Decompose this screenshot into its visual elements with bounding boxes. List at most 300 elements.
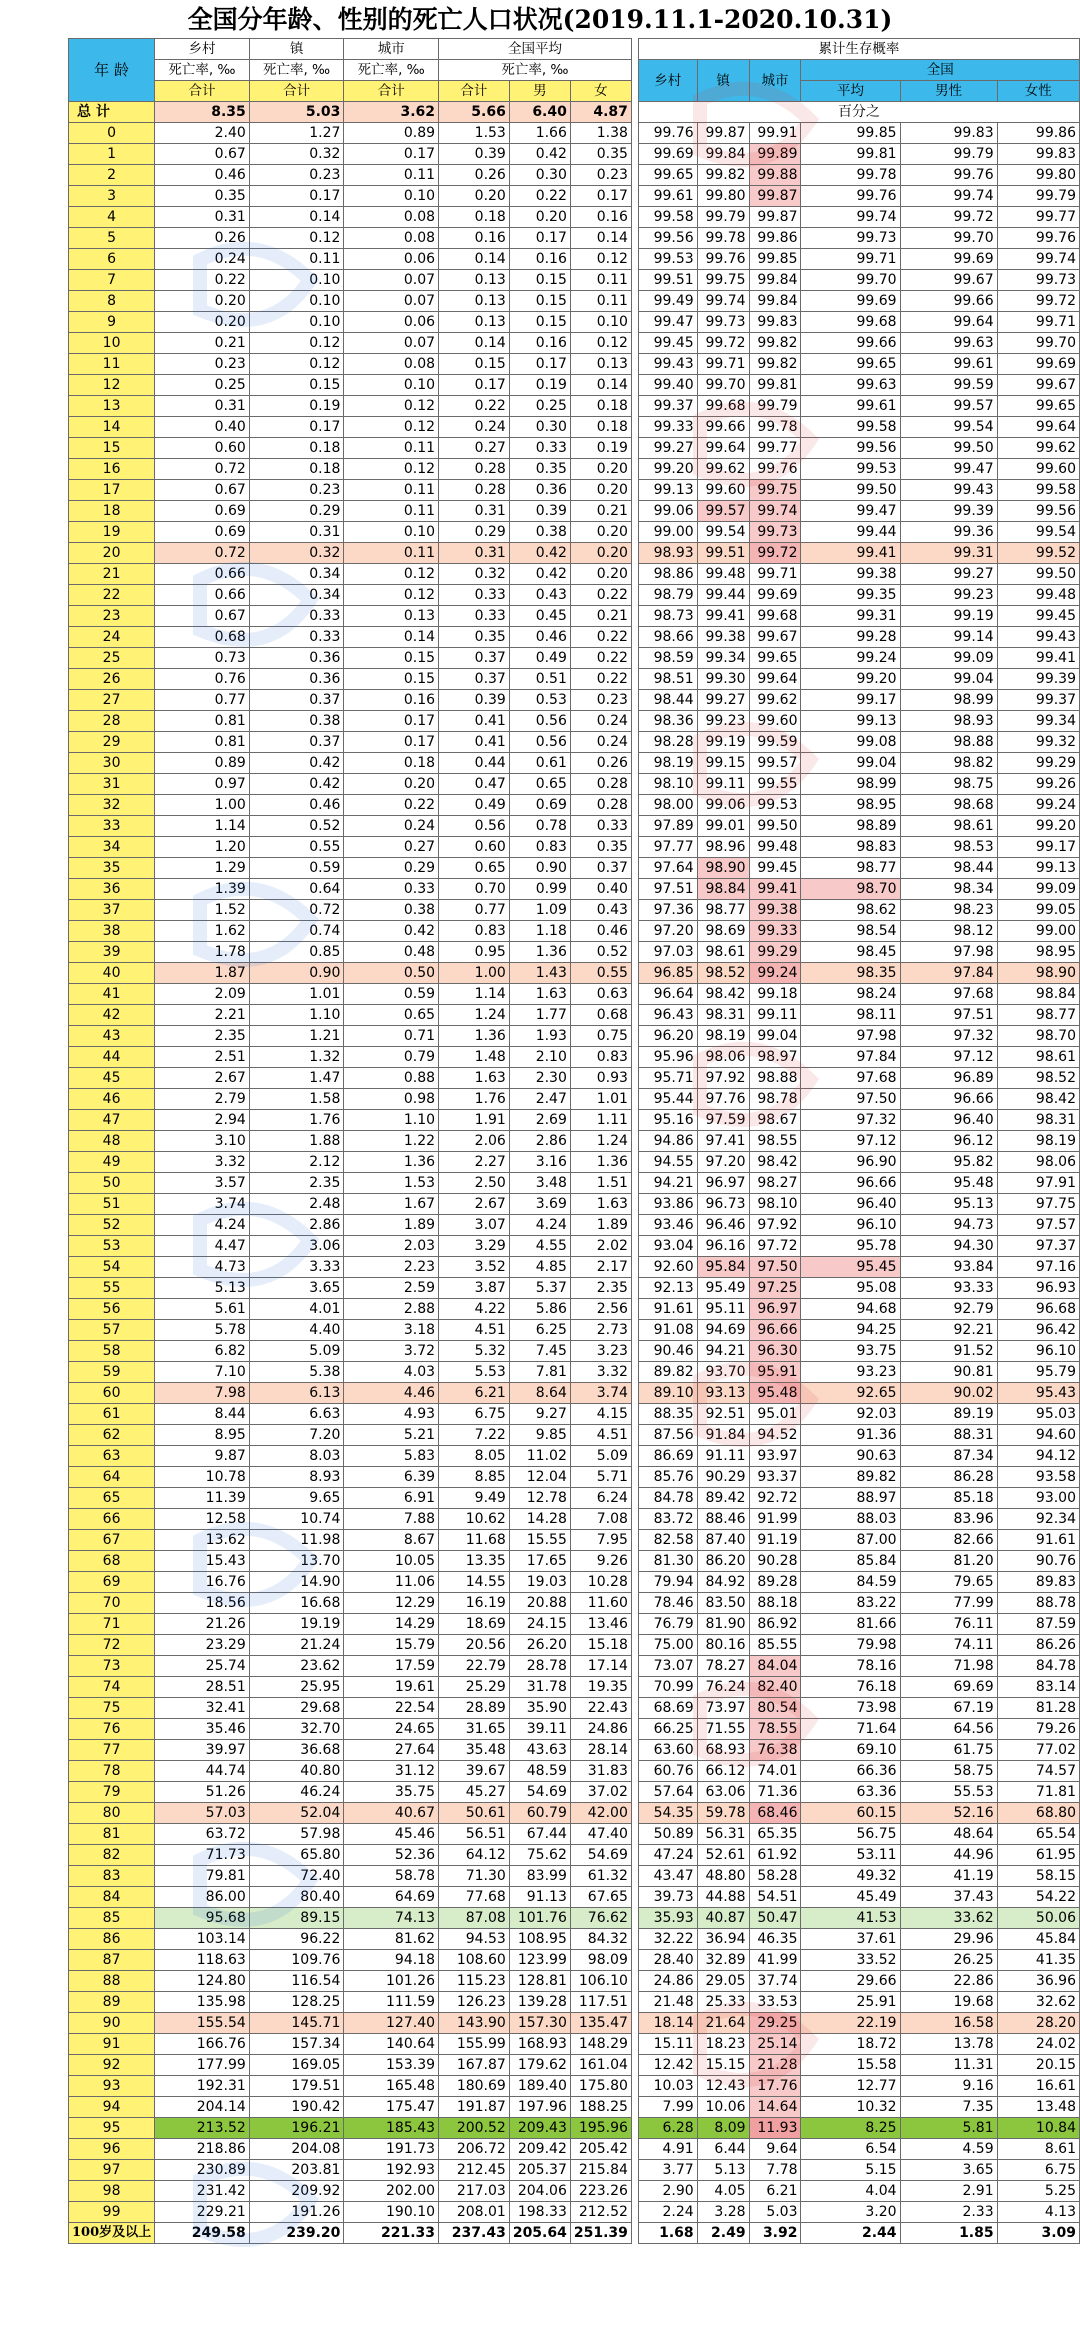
table-row xyxy=(69,1635,1080,1656)
survival-cell: 99.57 xyxy=(749,753,801,774)
survival-cell: 98.99 xyxy=(900,690,997,711)
death-rate-cell: 3.72 xyxy=(344,1341,439,1362)
death-rate-cell: 0.39 xyxy=(509,501,570,522)
age-cell: 96 xyxy=(69,2139,155,2160)
table-row xyxy=(69,837,1080,858)
survival-cell: 78.55 xyxy=(749,1719,801,1740)
survival-cell: 83.96 xyxy=(900,1509,997,1530)
survival-cell: 99.04 xyxy=(749,1026,801,1047)
death-rate-cell: 6.39 xyxy=(344,1467,439,1488)
survival-cell: 99.88 xyxy=(749,165,801,186)
survival-cell: 98.88 xyxy=(900,732,997,753)
table-row xyxy=(69,1887,1080,1908)
survival-cell: 68.93 xyxy=(697,1740,749,1761)
death-rate-cell: 91.13 xyxy=(509,1887,570,1908)
death-rate-cell: 0.13 xyxy=(439,291,510,312)
survival-cell: 99.68 xyxy=(801,312,900,333)
death-rate-cell: 45.46 xyxy=(344,1824,439,1845)
survival-cell: 98.51 xyxy=(638,669,697,690)
death-rate-cell: 0.16 xyxy=(439,228,510,249)
death-rate-cell: 0.39 xyxy=(439,690,510,711)
survival-cell: 68.69 xyxy=(638,1698,697,1719)
age-cell: 14 xyxy=(69,417,155,438)
header-rural: 乡村 xyxy=(155,39,250,60)
death-rate-cell: 0.63 xyxy=(570,984,631,1005)
table-row xyxy=(69,942,1080,963)
survival-cell: 41.35 xyxy=(997,1950,1079,1971)
survival-cell: 6.44 xyxy=(697,2139,749,2160)
survival-cell: 99.77 xyxy=(749,438,801,459)
table-row xyxy=(69,732,1080,753)
table-row xyxy=(69,354,1080,375)
death-rate-cell: 9.26 xyxy=(570,1551,631,1572)
age-cell: 2 xyxy=(69,165,155,186)
survival-cell: 4.91 xyxy=(638,2139,697,2160)
death-rate-cell: 0.19 xyxy=(509,375,570,396)
survival-cell: 74.01 xyxy=(749,1761,801,1782)
survival-cell: 68.80 xyxy=(997,1803,1079,1824)
survival-cell: 32.62 xyxy=(997,1992,1079,2013)
survival-cell: 93.70 xyxy=(697,1362,749,1383)
death-rate-cell: 3.07 xyxy=(439,1215,510,1236)
header-surv-avg: 平均 xyxy=(801,81,900,102)
death-rate-cell: 4.24 xyxy=(155,1215,250,1236)
death-rate-cell: 0.10 xyxy=(344,375,439,396)
death-rate-cell: 76.62 xyxy=(570,1908,631,1929)
survival-cell: 13.78 xyxy=(900,2034,997,2055)
survival-cell: 99.19 xyxy=(697,732,749,753)
death-rate-cell: 8.64 xyxy=(509,1383,570,1404)
death-rate-cell: 0.56 xyxy=(509,711,570,732)
table-row xyxy=(69,1152,1080,1173)
survival-cell: 98.70 xyxy=(997,1026,1079,1047)
survival-cell: 3.65 xyxy=(900,2160,997,2181)
header-surv-national: 全国 xyxy=(801,60,1080,81)
survival-cell: 99.60 xyxy=(749,711,801,732)
death-rate-cell: 0.11 xyxy=(344,438,439,459)
survival-cell: 99.70 xyxy=(997,333,1079,354)
age-cell: 65 xyxy=(69,1488,155,1509)
survival-cell: 99.23 xyxy=(900,585,997,606)
survival-cell: 99.72 xyxy=(900,207,997,228)
death-rate-cell: 7.98 xyxy=(155,1383,250,1404)
survival-cell: 99.82 xyxy=(749,333,801,354)
survival-cell: 86.28 xyxy=(900,1467,997,1488)
survival-cell: 94.25 xyxy=(801,1320,900,1341)
death-rate-cell: 8.93 xyxy=(249,1467,344,1488)
death-rate-cell: 0.22 xyxy=(570,585,631,606)
death-rate-cell: 0.17 xyxy=(344,144,439,165)
death-rate-cell: 0.18 xyxy=(249,438,344,459)
survival-cell: 99.61 xyxy=(638,186,697,207)
death-rate-cell: 1.36 xyxy=(439,1026,510,1047)
survival-cell: 12.42 xyxy=(638,2055,697,2076)
survival-cell: 92.21 xyxy=(900,1320,997,1341)
death-rate-cell: 5.61 xyxy=(155,1299,250,1320)
survival-cell: 99.65 xyxy=(749,648,801,669)
age-cell: 15 xyxy=(69,438,155,459)
death-rate-cell: 1.91 xyxy=(439,1110,510,1131)
survival-cell: 7.35 xyxy=(900,2097,997,2118)
survival-cell: 97.98 xyxy=(801,1026,900,1047)
death-rate-cell: 0.11 xyxy=(344,501,439,522)
death-rate-cell: 116.54 xyxy=(249,1971,344,1992)
death-rate-cell: 35.90 xyxy=(509,1698,570,1719)
death-rate-cell: 2.56 xyxy=(570,1299,631,1320)
death-rate-cell: 0.73 xyxy=(155,648,250,669)
death-rate-cell: 0.65 xyxy=(509,774,570,795)
survival-cell: 99.26 xyxy=(997,774,1079,795)
age-cell: 24 xyxy=(69,627,155,648)
table-row xyxy=(69,585,1080,606)
survival-cell: 99.37 xyxy=(638,396,697,417)
age-cell: 62 xyxy=(69,1425,155,1446)
table-row xyxy=(69,1320,1080,1341)
survival-cell: 71.81 xyxy=(997,1782,1079,1803)
age-cell: 31 xyxy=(69,774,155,795)
age-cell: 36 xyxy=(69,879,155,900)
death-rate-cell: 52.04 xyxy=(249,1803,344,1824)
death-rate-cell: 0.79 xyxy=(344,1047,439,1068)
survival-cell: 61.75 xyxy=(900,1740,997,1761)
survival-cell: 96.40 xyxy=(900,1110,997,1131)
survival-cell: 99.87 xyxy=(697,123,749,144)
survival-cell: 93.97 xyxy=(749,1446,801,1467)
survival-cell: 63.60 xyxy=(638,1740,697,1761)
survival-cell: 85.76 xyxy=(638,1467,697,1488)
death-rate-cell: 128.25 xyxy=(249,1992,344,2013)
death-rate-cell: 101.26 xyxy=(344,1971,439,1992)
survival-cell: 99.56 xyxy=(801,438,900,459)
death-rate-cell: 0.30 xyxy=(509,165,570,186)
survival-cell: 99.66 xyxy=(801,333,900,354)
death-rate-cell: 29.68 xyxy=(249,1698,344,1719)
survival-cell: 97.12 xyxy=(900,1047,997,1068)
survival-cell: 5.03 xyxy=(749,2202,801,2223)
death-rate-cell: 1.43 xyxy=(509,963,570,984)
death-rate-cell: 0.49 xyxy=(509,648,570,669)
death-rate-cell: 108.95 xyxy=(509,1929,570,1950)
death-rate-cell: 0.20 xyxy=(344,774,439,795)
survival-cell: 99.67 xyxy=(997,375,1079,396)
survival-cell: 99.50 xyxy=(801,480,900,501)
death-rate-cell: 6.63 xyxy=(249,1404,344,1425)
death-rate-cell: 0.35 xyxy=(570,837,631,858)
survival-cell: 99.01 xyxy=(697,816,749,837)
survival-cell: 99.68 xyxy=(749,606,801,627)
death-rate-cell: 161.04 xyxy=(570,2055,631,2076)
death-rate-cell: 0.10 xyxy=(249,270,344,291)
survival-cell: 99.70 xyxy=(900,228,997,249)
death-rate-cell: 0.14 xyxy=(249,207,344,228)
survival-cell: 93.23 xyxy=(801,1362,900,1383)
death-rate-cell: 0.35 xyxy=(155,186,250,207)
survival-cell: 10.03 xyxy=(638,2076,697,2097)
survival-cell: 96.10 xyxy=(801,1215,900,1236)
age-cell: 7 xyxy=(69,270,155,291)
death-rate-cell: 4.40 xyxy=(249,1320,344,1341)
survival-cell: 90.02 xyxy=(900,1383,997,1404)
survival-cell: 76.24 xyxy=(697,1677,749,1698)
survival-cell: 97.59 xyxy=(697,1110,749,1131)
death-rate-cell: 0.10 xyxy=(249,312,344,333)
death-rate-cell: 0.06 xyxy=(344,312,439,333)
survival-cell: 50.47 xyxy=(749,1908,801,1929)
death-rate-cell: 0.07 xyxy=(344,291,439,312)
table-row xyxy=(69,438,1080,459)
survival-cell: 4.59 xyxy=(900,2139,997,2160)
death-rate-cell: 0.93 xyxy=(570,1068,631,1089)
survival-cell: 99.13 xyxy=(997,858,1079,879)
survival-cell: 71.64 xyxy=(801,1719,900,1740)
survival-cell: 87.59 xyxy=(997,1614,1079,1635)
death-rate-cell: 165.48 xyxy=(344,2076,439,2097)
header-surv-female: 女性 xyxy=(997,81,1079,102)
death-rate-cell: 4.24 xyxy=(509,1215,570,1236)
survival-cell: 97.89 xyxy=(638,816,697,837)
survival-cell: 99.59 xyxy=(900,375,997,396)
survival-cell: 99.64 xyxy=(749,669,801,690)
death-rate-cell: 0.18 xyxy=(570,396,631,417)
survival-cell: 99.41 xyxy=(997,648,1079,669)
age-cell: 88 xyxy=(69,1971,155,1992)
death-rate-cell: 0.49 xyxy=(439,795,510,816)
death-rate-cell: 5.86 xyxy=(509,1299,570,1320)
survival-cell: 99.83 xyxy=(749,312,801,333)
survival-cell: 3.20 xyxy=(801,2202,900,2223)
survival-cell: 99.15 xyxy=(697,753,749,774)
death-rate-cell: 117.51 xyxy=(570,1992,631,2013)
death-rate-cell: 0.99 xyxy=(509,879,570,900)
survival-cell: 98.73 xyxy=(638,606,697,627)
table-row xyxy=(69,522,1080,543)
death-rate-cell: 11.68 xyxy=(439,1530,510,1551)
table-row xyxy=(69,1404,1080,1425)
death-rate-cell: 43.63 xyxy=(509,1740,570,1761)
survival-cell: 84.04 xyxy=(749,1656,801,1677)
survival-cell: 65.35 xyxy=(749,1824,801,1845)
death-rate-cell: 0.16 xyxy=(509,333,570,354)
survival-cell: 16.61 xyxy=(997,2076,1079,2097)
death-rate-cell: 0.83 xyxy=(509,837,570,858)
death-rate-cell: 0.33 xyxy=(249,606,344,627)
survival-cell: 3.28 xyxy=(697,2202,749,2223)
death-rate-cell: 5.38 xyxy=(249,1362,344,1383)
death-rate-cell: 12.58 xyxy=(155,1509,250,1530)
survival-cell: 89.42 xyxy=(697,1488,749,1509)
header-survival-title: 累计生存概率 xyxy=(638,39,1079,60)
survival-cell: 91.99 xyxy=(749,1509,801,1530)
survival-cell: 89.19 xyxy=(900,1404,997,1425)
death-rate-cell: 0.26 xyxy=(439,165,510,186)
survival-cell: 97.25 xyxy=(749,1278,801,1299)
death-rate-cell: 1.87 xyxy=(155,963,250,984)
survival-cell: 99.58 xyxy=(801,417,900,438)
survival-cell: 8.25 xyxy=(801,2118,900,2139)
survival-cell: 95.13 xyxy=(900,1194,997,1215)
survival-cell: 8.09 xyxy=(697,2118,749,2139)
table-row xyxy=(69,375,1080,396)
table-row xyxy=(69,1698,1080,1719)
death-rate-cell: 0.19 xyxy=(570,438,631,459)
death-rate-cell: 0.06 xyxy=(344,249,439,270)
age-cell: 19 xyxy=(69,522,155,543)
death-rate-cell: 231.42 xyxy=(155,2181,250,2202)
survival-cell: 80.16 xyxy=(697,1635,749,1656)
survival-cell: 48.64 xyxy=(900,1824,997,1845)
survival-cell: 94.60 xyxy=(997,1425,1079,1446)
survival-cell: 99.33 xyxy=(749,921,801,942)
death-rate-cell: 15.43 xyxy=(155,1551,250,1572)
survival-cell: 78.46 xyxy=(638,1593,697,1614)
death-rate-cell: 39.11 xyxy=(509,1719,570,1740)
death-rate-cell: 0.11 xyxy=(344,165,439,186)
death-rate-cell: 1.67 xyxy=(344,1194,439,1215)
survival-cell: 99.62 xyxy=(997,438,1079,459)
survival-cell: 39.73 xyxy=(638,1887,697,1908)
death-rate-cell: 0.34 xyxy=(249,564,344,585)
survival-cell: 32.89 xyxy=(697,1950,749,1971)
death-rate-cell: 155.54 xyxy=(155,2013,250,2034)
survival-cell: 99.11 xyxy=(749,1005,801,1026)
survival-cell: 98.11 xyxy=(801,1005,900,1026)
survival-cell: 98.82 xyxy=(900,753,997,774)
survival-cell: 61.92 xyxy=(749,1845,801,1866)
survival-cell: 85.55 xyxy=(749,1635,801,1656)
survival-cell: 92.03 xyxy=(801,1404,900,1425)
table-row xyxy=(69,1173,1080,1194)
death-rate-cell: 1.38 xyxy=(570,123,631,144)
death-rate-cell: 0.11 xyxy=(570,291,631,312)
death-rate-cell: 57.03 xyxy=(155,1803,250,1824)
death-rate-cell: 2.59 xyxy=(344,1278,439,1299)
death-rate-cell: 32.41 xyxy=(155,1698,250,1719)
survival-cell: 41.99 xyxy=(749,1950,801,1971)
survival-cell: 97.77 xyxy=(638,837,697,858)
death-rate-cell: 80.40 xyxy=(249,1887,344,1908)
table-row xyxy=(69,1845,1080,1866)
survival-cell: 99.47 xyxy=(638,312,697,333)
survival-cell: 92.79 xyxy=(900,1299,997,1320)
death-rate-cell: 2.35 xyxy=(155,1026,250,1047)
percent-unit: 百分之 xyxy=(638,102,1079,123)
death-rate-cell: 0.23 xyxy=(570,690,631,711)
death-rate-cell: 20.56 xyxy=(439,1635,510,1656)
header-age: 年 龄 xyxy=(69,39,155,102)
death-rate-cell: 179.62 xyxy=(509,2055,570,2076)
survival-cell: 4.13 xyxy=(997,2202,1079,2223)
death-rate-cell: 0.46 xyxy=(155,165,250,186)
survival-cell: 91.08 xyxy=(638,1320,697,1341)
survival-cell: 99.66 xyxy=(697,417,749,438)
survival-cell: 94.52 xyxy=(749,1425,801,1446)
death-rate-cell: 0.14 xyxy=(570,375,631,396)
survival-cell: 11.93 xyxy=(749,2118,801,2139)
survival-cell: 98.36 xyxy=(638,711,697,732)
survival-cell: 88.46 xyxy=(697,1509,749,1530)
death-rate-cell: 0.31 xyxy=(249,522,344,543)
survival-cell: 12.77 xyxy=(801,2076,900,2097)
death-rate-cell: 0.15 xyxy=(509,270,570,291)
death-rate-cell: 21.26 xyxy=(155,1614,250,1635)
survival-cell: 94.21 xyxy=(638,1173,697,1194)
survival-cell: 91.11 xyxy=(697,1446,749,1467)
survival-cell: 58.15 xyxy=(997,1866,1079,1887)
survival-cell: 99.04 xyxy=(801,753,900,774)
death-rate-cell: 148.29 xyxy=(570,2034,631,2055)
table-row xyxy=(69,249,1080,270)
survival-cell: 99.39 xyxy=(997,669,1079,690)
header-row-2 xyxy=(69,60,1080,81)
survival-cell: 99.14 xyxy=(900,627,997,648)
table-row xyxy=(69,1467,1080,1488)
survival-cell: 98.89 xyxy=(801,816,900,837)
death-rate-cell: 8.67 xyxy=(344,1530,439,1551)
table-row xyxy=(69,690,1080,711)
survival-cell: 10.84 xyxy=(997,2118,1079,2139)
death-rate-cell: 0.37 xyxy=(249,732,344,753)
age-cell: 66 xyxy=(69,1509,155,1530)
death-rate-cell: 0.33 xyxy=(344,879,439,900)
table-row xyxy=(69,669,1080,690)
survival-cell: 95.48 xyxy=(900,1173,997,1194)
table-row xyxy=(69,1509,1080,1530)
death-rate-cell: 0.43 xyxy=(570,900,631,921)
survival-cell: 98.45 xyxy=(801,942,900,963)
death-rate-cell: 8.44 xyxy=(155,1404,250,1425)
death-rate-cell: 0.12 xyxy=(344,564,439,585)
survival-cell: 21.64 xyxy=(697,2013,749,2034)
survival-cell: 87.56 xyxy=(638,1425,697,1446)
age-cell: 75 xyxy=(69,1698,155,1719)
survival-cell: 99.72 xyxy=(697,333,749,354)
death-rate-cell: 167.87 xyxy=(439,2055,510,2076)
survival-cell: 97.50 xyxy=(801,1089,900,1110)
survival-cell: 86.26 xyxy=(997,1635,1079,1656)
table-row xyxy=(69,1068,1080,1089)
death-rate-cell: 190.10 xyxy=(344,2202,439,2223)
survival-cell: 99.29 xyxy=(997,753,1079,774)
survival-cell: 99.84 xyxy=(697,144,749,165)
death-rate-cell: 2.10 xyxy=(509,1047,570,1068)
survival-cell: 60.76 xyxy=(638,1761,697,1782)
survival-cell: 99.73 xyxy=(697,312,749,333)
death-rate-cell: 1.48 xyxy=(439,1047,510,1068)
survival-cell: 99.55 xyxy=(749,774,801,795)
survival-cell: 99.79 xyxy=(749,396,801,417)
survival-cell: 97.36 xyxy=(638,900,697,921)
survival-cell: 98.79 xyxy=(638,585,697,606)
table-row xyxy=(69,1026,1080,1047)
death-rate-cell: 19.03 xyxy=(509,1572,570,1593)
survival-cell: 12.43 xyxy=(697,2076,749,2097)
death-rate-cell: 31.78 xyxy=(509,1677,570,1698)
age-cell: 9 xyxy=(69,312,155,333)
survival-cell: 50.89 xyxy=(638,1824,697,1845)
survival-cell: 98.61 xyxy=(997,1047,1079,1068)
death-rate-cell: 0.07 xyxy=(344,333,439,354)
survival-cell: 97.68 xyxy=(801,1068,900,1089)
death-rate-cell: 1.62 xyxy=(155,921,250,942)
survival-cell: 95.82 xyxy=(900,1152,997,1173)
death-rate-cell: 0.15 xyxy=(344,669,439,690)
survival-cell: 15.15 xyxy=(697,2055,749,2076)
death-rate-cell: 0.36 xyxy=(509,480,570,501)
death-rate-cell: 28.51 xyxy=(155,1677,250,1698)
death-rate-cell: 28.89 xyxy=(439,1698,510,1719)
table-row xyxy=(69,501,1080,522)
death-rate-cell: 0.17 xyxy=(344,732,439,753)
